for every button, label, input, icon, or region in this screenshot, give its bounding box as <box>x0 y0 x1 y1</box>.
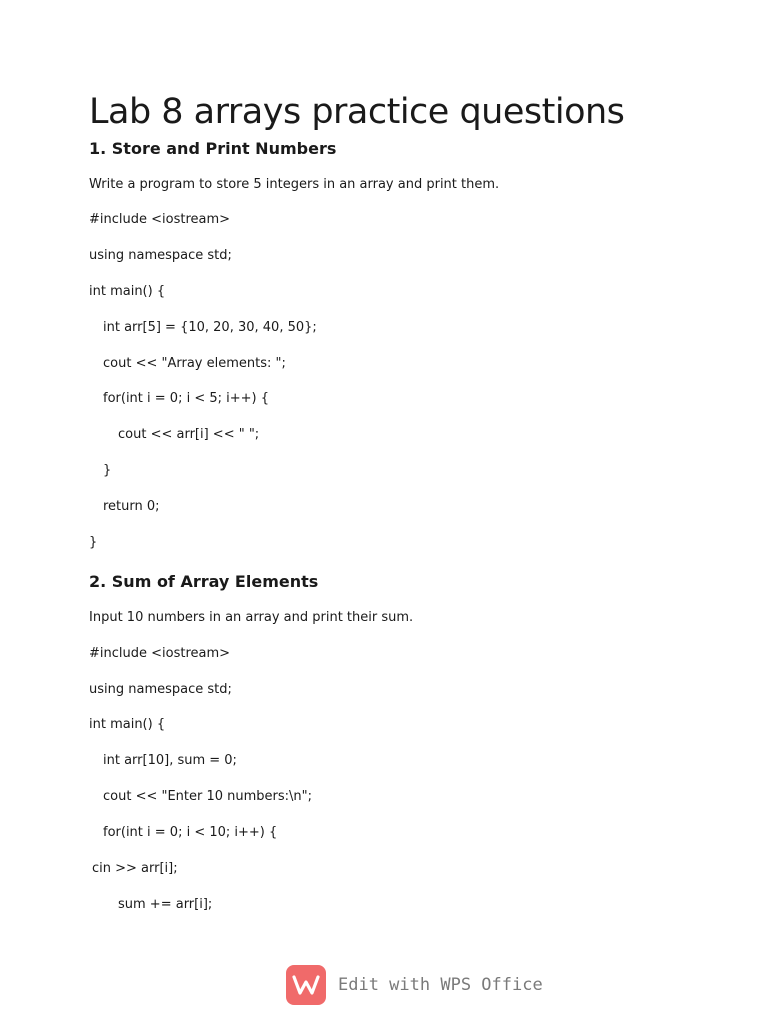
code-line: int main() { <box>89 717 166 732</box>
edit-with-wps-label: Edit with WPS Office <box>338 975 543 995</box>
code-line: #include <iostream> <box>89 212 231 227</box>
section-2-description: Input 10 numbers in an array and print their sum. <box>89 610 414 625</box>
document-title: Lab 8 arrays practice questions <box>89 92 625 132</box>
code-line: #include <iostream> <box>89 646 231 661</box>
code-line: cout << "Enter 10 numbers:\n"; <box>103 789 313 804</box>
code-line: int main() { <box>89 284 166 299</box>
edit-with-wps-button[interactable] <box>286 965 543 1005</box>
code-line: } <box>89 535 98 550</box>
section-1-heading: 1. Store and Print Numbers <box>89 139 337 158</box>
code-line: cin >> arr[i]; <box>92 861 178 876</box>
code-line: for(int i = 0; i < 5; i++) { <box>103 391 270 406</box>
code-line: } <box>103 463 112 478</box>
section-1-description: Write a program to store 5 integers in an array and print them. <box>89 177 500 192</box>
code-line: int arr[5] = {10, 20, 30, 40, 50}; <box>103 320 317 335</box>
code-line: cout << "Array elements: "; <box>103 356 286 371</box>
code-line: sum += arr[i]; <box>118 897 213 912</box>
code-line: using namespace std; <box>89 248 232 263</box>
code-line: for(int i = 0; i < 10; i++) { <box>103 825 278 840</box>
code-line: using namespace std; <box>89 682 232 697</box>
code-line: return 0; <box>103 499 160 514</box>
wps-office-icon <box>286 965 326 1005</box>
code-line: cout << arr[i] << " "; <box>118 427 260 442</box>
section-2-heading: 2. Sum of Array Elements <box>89 572 319 591</box>
code-line: int arr[10], sum = 0; <box>103 753 237 768</box>
